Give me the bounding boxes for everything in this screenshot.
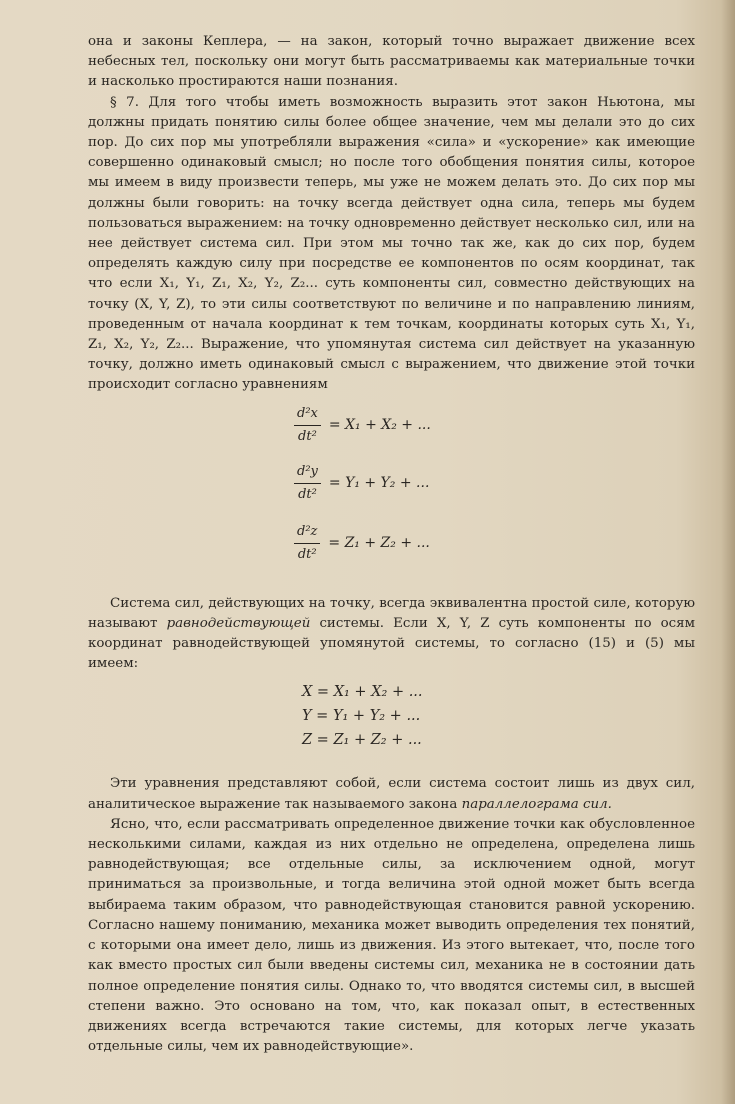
paragraph-resultant: Система сил, действующих на точку, всегда эквивалентна простой силе, которую называют равнодействующей системы. Если X, Y, Z суть компоненты по осям координат равнодействующей упомянутой системы, то согласно (15) и (5) мы имеем:: [88, 595, 696, 672]
paragraph-parallelogram: Эти уравнения представляют собой, если система состоит лишь из двух сил, аналитическое выражение так называемого закона параллелограма сил.: [88, 776, 695, 812]
motion-equations: [88, 404, 695, 580]
paragraph-conclusion: Ясно, что, если рассматривать определенное движение точки как обусловленное несколькими силами, каждая из них отдельно не определена, определена лишь равнодействующая; все отдельные силы, за исключением одной, могут приниматься за произвольные, и тогда величина этой одной может быть всегда выбираема таким образом, что равнодействующая становится равной ускорению. Согласно нашему пониманию, механика может выводить определения тех понятий, с которыми она имеет дело, лишь из движения. Из этого вытекает, что, после того как вместо простых сил были введены системы сил, механика не в состоянии дать полное определение понятия силы. Однако то, что вводятся системы сил, в высшей степени важно. Это основано на том, что, как показал опыт, в естественных движениях всегда встречаются такие системы, для которых легче указать отдельные силы, чем их равнодействующие».: [88, 816, 695, 1055]
equation-y: $\frac{\text{d²y}}{\text{dt²}}$ = Y₁ + Y₂ + ...: [294, 462, 429, 505]
resultant-equations: [88, 682, 695, 756]
equation-z: $\frac{\text{d²z}}{\text{dt²}}$ = Z₁ + Z₂ + ...: [294, 522, 430, 565]
page-edge-shadow: [721, 0, 735, 1104]
paragraph-section-7: § 7. Для того чтобы иметь возможность выразить этот закон Ньютона, мы должны придать понятию силы более общее значение, чем мы делали это до сих пор. До сих пор мы употребляли выражения «сила» и «ускорение» как имеющие совершенно одинаковый смысл; но после того обобщения понятия силы, которое мы имеем в виду произвести теперь, мы уже не можем делать это. До сих пор мы должны были говорить: на точку всегда действует одна сила, теперь мы будем пользоваться выражением: на точку одновременно действует несколько сил, или на нее действует система сил. При этом мы точно так же, как до сих пор, будем определять каждую силу при посредстве ее компонентов по осям координат, так что если X₁, Y₁, Z₁, X₂, Y₂, Z₂... суть компоненты сил, совместно действующих на точку (X, Y, Z), то эти силы соответствуют по величине и по направлению линиям, проведенным от начала координат к тем точкам, координаты которых суть X₁, Y₁, Z₁, X₂, Y₂, Z₂... Выражение, что упомянутая система сил действует на указанную точку, должно иметь одинаковый смысл с выражением, что движение этой точки происходит согласно уравнениям: [88, 94, 695, 393]
equation-x: $\frac{\text{d²x}}{\text{dt²}}$ = X₁ + X₂ + ...: [294, 404, 431, 447]
sum-x: X = X₁ + X₂ + ...: [302, 684, 423, 701]
sum-y: Y = Y₁ + Y₂ + ...: [302, 708, 421, 725]
page-text: [88, 32, 695, 1057]
paragraph-continuation: она и законы Кеплера, — на закон, который точно выражает движение всех небесных тел, поскольку они могут быть рассматриваемы как материальные точки и насколько простираются наши познания.: [88, 34, 695, 90]
sum-z: Z = Z₁ + Z₂ + ...: [302, 732, 422, 749]
